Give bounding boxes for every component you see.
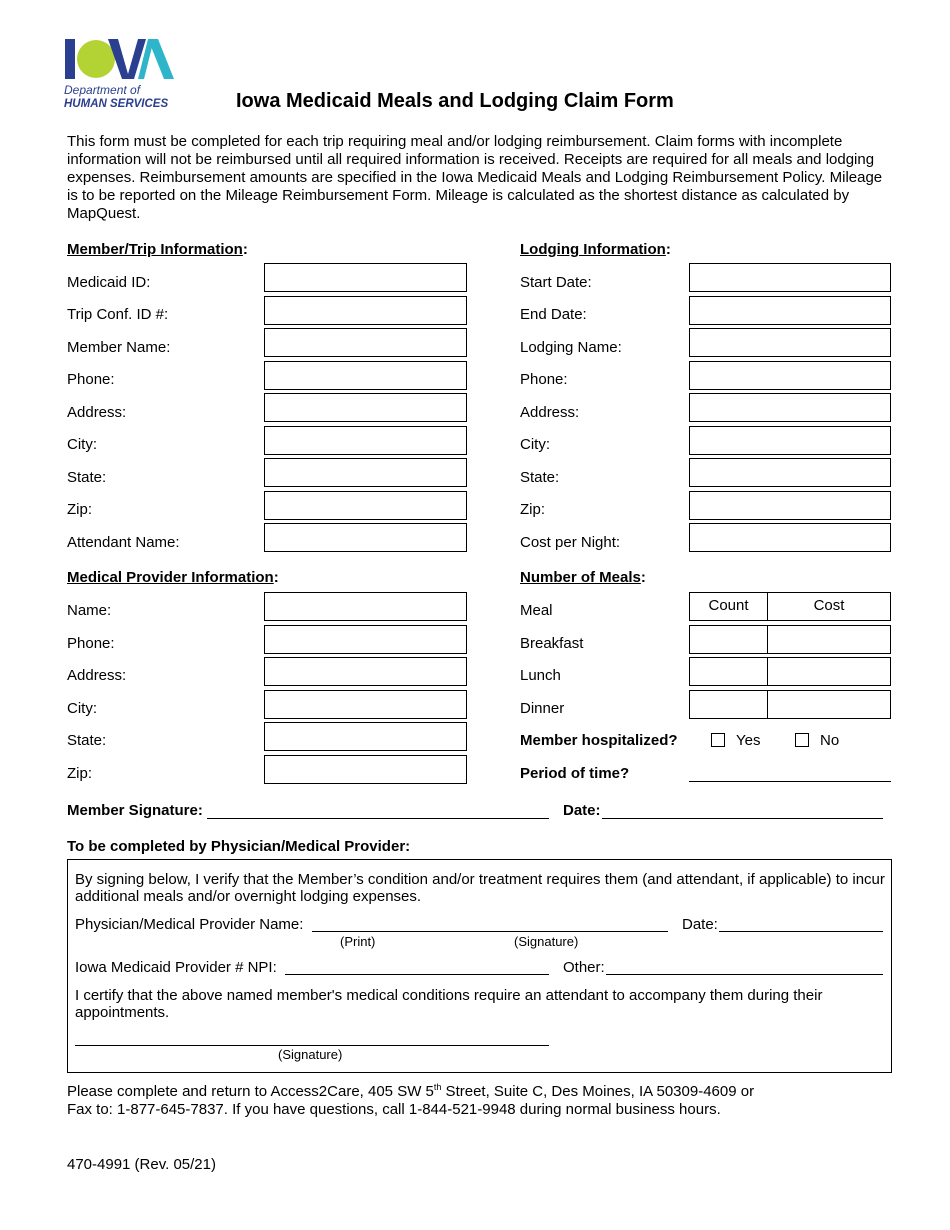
dinner-cost-input[interactable] xyxy=(767,690,891,719)
intro-paragraph: This form must be completed for each trip requiring meal and/or lodging reimbursement. Claim forms with incomplete information will not be reimbursed until all required information is received. Receipts are required for all meals and lodging expenses. Reimbursement amounts are specified in the Iowa Medicaid Meals and Lodging Reimbursement Policy. Mileage is to be reported on the Mileage Reimbursement Form. Mileage is calculated as the shortest distance as calculated by MapQuest. xyxy=(67,133,883,222)
attendant-certify-text: I certify that the above named member's medical conditions require an attendant to accompany them during their appointments. xyxy=(75,987,823,1021)
member-city-input[interactable] xyxy=(264,426,467,455)
cost-column-header: Cost xyxy=(767,592,891,621)
lodging-field-label: Lodging Name: xyxy=(520,339,622,356)
member-field-label: Attendant Name: xyxy=(67,534,180,551)
member-field-label: Address: xyxy=(67,404,127,421)
lodging-city-input[interactable] xyxy=(689,426,891,455)
lodging-field-label: End Date: xyxy=(520,306,587,323)
count-column-header: Count xyxy=(689,592,768,621)
member-date-label: Date: xyxy=(563,802,601,819)
lodging-field-label: City: xyxy=(520,436,550,453)
meal-column-label: Meal xyxy=(520,602,553,619)
other-label: Other: xyxy=(563,959,605,976)
period-of-time-line[interactable] xyxy=(689,781,891,782)
lodging-name-input[interactable] xyxy=(689,328,891,357)
physician-section-heading: To be completed by Physician/Medical Provider: xyxy=(67,838,411,855)
breakfast-cost-input[interactable] xyxy=(767,625,891,654)
provider-city-input[interactable] xyxy=(264,690,467,719)
trip-conf-id-input[interactable] xyxy=(264,296,467,325)
lodging-zip-input[interactable] xyxy=(689,491,891,520)
return-instructions-superscript: th xyxy=(433,1082,442,1092)
print-caption: (Print) xyxy=(340,934,376,949)
agency-logo xyxy=(64,36,176,116)
bottom-signature-caption: (Signature) xyxy=(278,1047,343,1062)
provider-field-label: City: xyxy=(67,700,97,717)
lodging-field-label: Start Date: xyxy=(520,274,592,291)
return-instructions-line2: Fax to: 1-877-645-7837. If you have questions, call 1-844-521-9948 during normal business hours. xyxy=(67,1101,721,1118)
hospitalized-no-checkbox[interactable] xyxy=(795,733,809,747)
hospitalized-no-label: No xyxy=(820,732,840,749)
logo-line-department: Department of xyxy=(64,83,141,97)
member-date-line[interactable] xyxy=(602,818,883,819)
member-field-label: Trip Conf. ID #: xyxy=(67,306,169,323)
member-state-input[interactable] xyxy=(264,458,467,487)
lodging-field-label: Zip: xyxy=(520,501,546,518)
member-field-label: Member Name: xyxy=(67,339,171,356)
member-field-label: Medicaid ID: xyxy=(67,274,151,291)
provider-state-input[interactable] xyxy=(264,722,467,751)
physician-date-line[interactable] xyxy=(719,931,883,932)
attendant-name-input[interactable] xyxy=(264,523,467,552)
return-instructions xyxy=(67,1078,907,1119)
member-signature-label: Member Signature: xyxy=(67,802,203,819)
breakfast-count-input[interactable] xyxy=(689,625,768,654)
lodging-address-input[interactable] xyxy=(689,393,891,422)
dinner-count-input[interactable] xyxy=(689,690,768,719)
form-title: Iowa Medicaid Meals and Lodging Claim Form xyxy=(236,90,674,112)
meal-row-label: Breakfast xyxy=(520,635,584,652)
attendant-certify-signature-line[interactable] xyxy=(75,1045,549,1046)
member-field-label: City: xyxy=(67,436,97,453)
meal-row-label: Lunch xyxy=(520,667,561,684)
lodging-field-label: State: xyxy=(520,469,560,486)
lodging-field-label: Phone: xyxy=(520,371,568,388)
member-zip-input[interactable] xyxy=(264,491,467,520)
npi-label: Iowa Medicaid Provider # NPI: xyxy=(75,959,277,976)
provider-field-label: Name: xyxy=(67,602,112,619)
return-instructions-line1-pre: Please complete and return to Access2Care, 405 SW 5 xyxy=(67,1083,434,1100)
medical-provider-heading: Medical Provider Information: xyxy=(67,569,279,586)
lodging-field-label: Address: xyxy=(520,404,580,421)
physician-name-signature-line[interactable] xyxy=(312,931,668,932)
end-date-input[interactable] xyxy=(689,296,891,325)
physician-date-label: Date: xyxy=(682,916,718,933)
physician-verify-text: By signing below, I verify that the Member’s condition and/or treatment requires them (and attendant, if applicable) to incur additional meals and/or overnight lodging expenses. xyxy=(75,871,885,905)
cost-per-night-input[interactable] xyxy=(689,523,891,552)
physician-name-label: Physician/Medical Provider Name: xyxy=(75,916,304,933)
member-field-label: Phone: xyxy=(67,371,115,388)
member-trip-heading: Member/Trip Information: xyxy=(67,241,248,258)
provider-field-label: State: xyxy=(67,732,107,749)
provider-zip-input[interactable] xyxy=(264,755,467,784)
number-of-meals-heading: Number of Meals: xyxy=(520,569,646,586)
lodging-field-label: Cost per Night: xyxy=(520,534,621,551)
npi-line[interactable] xyxy=(285,974,549,975)
hospitalized-yes-label: Yes xyxy=(736,732,761,749)
logo-line-human-services: HUMAN SERVICES xyxy=(64,98,169,110)
provider-field-label: Zip: xyxy=(67,765,93,782)
member-field-label: State: xyxy=(67,469,107,486)
period-of-time-label: Period of time? xyxy=(520,765,630,782)
member-hospitalized-label: Member hospitalized? xyxy=(520,732,678,749)
member-phone-input[interactable] xyxy=(264,361,467,390)
provider-name-input[interactable] xyxy=(264,592,467,621)
lodging-heading: Lodging Information: xyxy=(520,241,671,258)
lodging-state-input[interactable] xyxy=(689,458,891,487)
member-name-input[interactable] xyxy=(264,328,467,357)
signature-caption: (Signature) xyxy=(514,934,579,949)
start-date-input[interactable] xyxy=(689,263,891,292)
provider-field-label: Phone: xyxy=(67,635,115,652)
meal-row-label: Dinner xyxy=(520,700,565,717)
lunch-count-input[interactable] xyxy=(689,657,768,686)
lunch-cost-input[interactable] xyxy=(767,657,891,686)
provider-field-label: Address: xyxy=(67,667,127,684)
medicaid-id-input[interactable] xyxy=(264,263,467,292)
iowa-logo-mark xyxy=(64,36,176,82)
member-field-label: Zip: xyxy=(67,501,93,518)
lodging-phone-input[interactable] xyxy=(689,361,891,390)
return-instructions-line1-post: Street, Suite C, Des Moines, IA 50309-4609 or xyxy=(441,1083,755,1100)
member-address-input[interactable] xyxy=(264,393,467,422)
provider-phone-input[interactable] xyxy=(264,625,467,654)
other-line[interactable] xyxy=(606,974,883,975)
hospitalized-yes-checkbox[interactable] xyxy=(711,733,725,747)
form-number: 470-4991 (Rev. 05/21) xyxy=(67,1156,216,1173)
member-signature-line[interactable] xyxy=(207,818,549,819)
provider-address-input[interactable] xyxy=(264,657,467,686)
